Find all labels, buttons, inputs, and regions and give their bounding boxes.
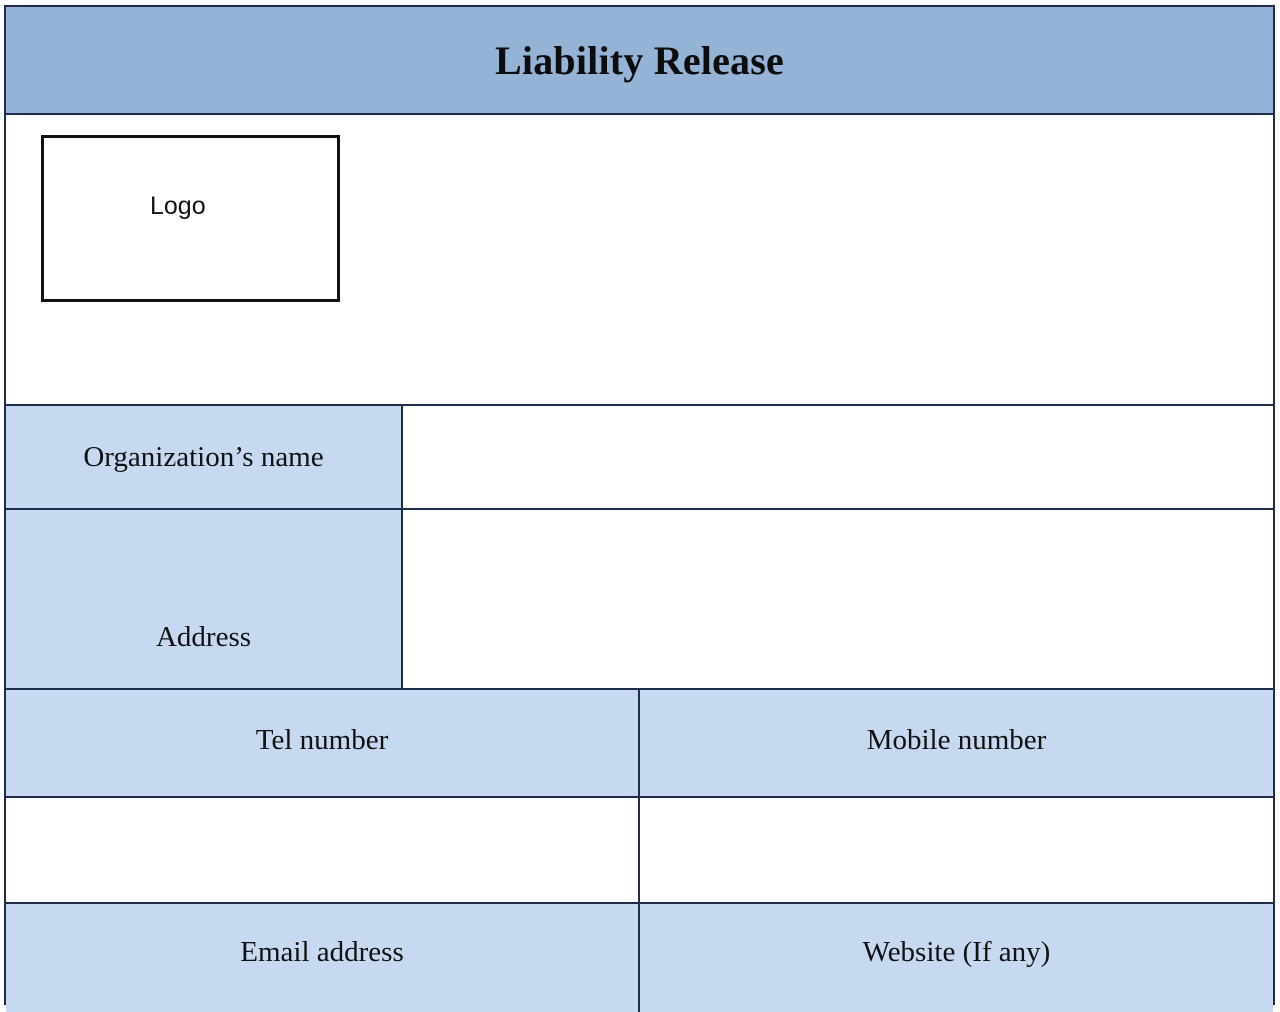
organization-name-label-text: Organization’s name [83, 440, 324, 473]
email-address-label-text: Email address [240, 936, 404, 968]
address-label [6, 510, 403, 690]
address-field[interactable] [403, 510, 1273, 690]
website-label [640, 904, 1273, 1012]
mobile-number-field[interactable] [640, 798, 1273, 904]
email-address-label [6, 904, 640, 1012]
tel-number-field[interactable] [6, 798, 640, 904]
liability-release-form [4, 5, 1275, 1005]
title-bar [6, 7, 1273, 115]
logo-placeholder-box [41, 135, 340, 302]
organization-name-label [6, 406, 403, 510]
form-title: Liability Release [495, 37, 784, 83]
logo-area [6, 115, 1273, 406]
mobile-number-label-text: Mobile number [866, 723, 1047, 756]
logo-placeholder-label: Logo [150, 192, 206, 220]
mobile-number-label [640, 690, 1273, 798]
website-label-text: Website (If any) [862, 936, 1051, 968]
tel-number-label-text: Tel number [255, 723, 389, 756]
organization-name-field[interactable] [403, 406, 1273, 510]
tel-number-label [6, 690, 640, 798]
address-label-text: Address [155, 621, 252, 653]
